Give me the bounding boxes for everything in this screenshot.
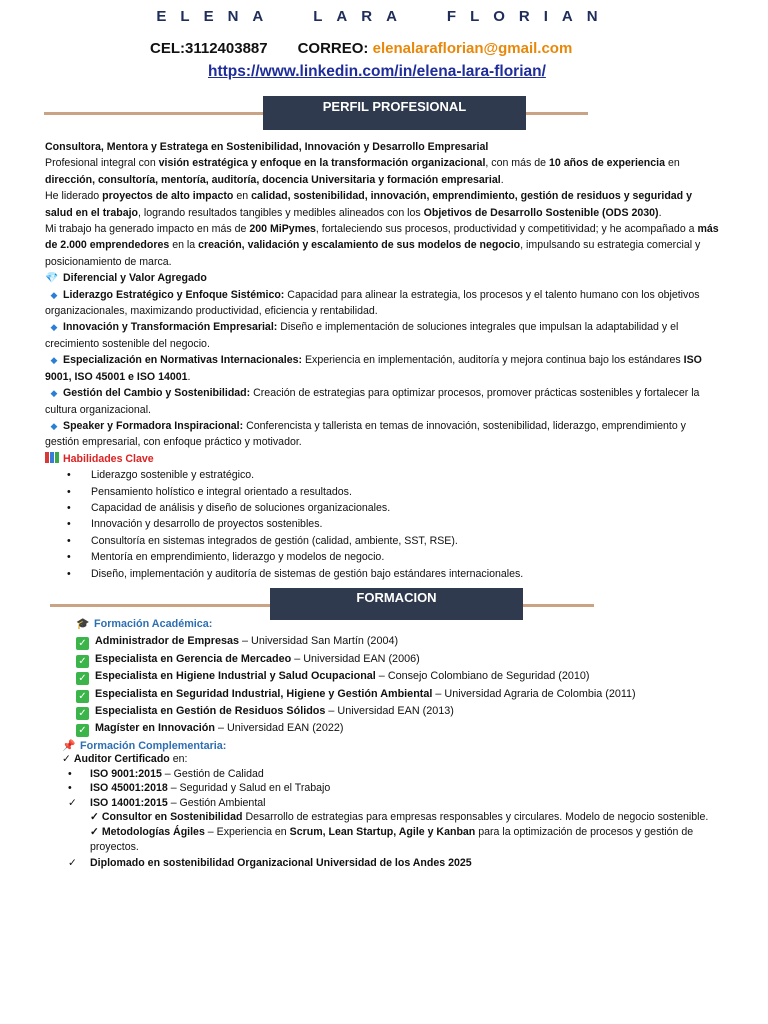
formacion-section-title: FORMACION [270, 588, 523, 620]
diferencial-text: Experiencia en implementación, auditoría y mejora continua bajo los estándares [302, 354, 684, 367]
email-label: CORREO: [297, 40, 369, 57]
diamond-bullet-icon: ◆ [50, 388, 58, 399]
diferencial-text: Diseño e implementación de soluciones integrales que impulsan la adaptabilidad y el crecimiento sostenible del negocio. [45, 321, 679, 350]
diferencial-text: Creación de estrategias para optimizar procesos, promover prácticas sostenibles y fortalecer la cultura organizacional. [45, 387, 700, 416]
text-segment: He liderado [45, 190, 103, 203]
name-last: FLORIAN [446, 8, 612, 25]
linkedin-link[interactable]: https://www.linkedin.com/in/elena-lara-florian/ [208, 63, 546, 80]
degree-title: Especialista en Gestión de Residuos Sólidos [95, 705, 326, 718]
degree-title: Magíster en Innovación [95, 722, 215, 735]
text-segment: visión estratégica y enfoque en la transformación organizacional [158, 157, 486, 170]
perfil-paragraph-3 [45, 221, 720, 270]
iso-desc: – Gestión de Calidad [161, 767, 264, 780]
perfil-section-title: PERFIL PROFESIONAL [263, 96, 526, 130]
diferencial-heading: 💎 Diferencial y Valor Agregado [45, 270, 720, 286]
habilidad-item: • Diseño, implementación y auditoría de sistemas de gestión bajo estándares internacionales. [45, 566, 720, 582]
degree-institution: – Universidad EAN (2013) [325, 705, 454, 718]
academica-item [62, 686, 712, 703]
checkbox-icon: ✓ [76, 707, 89, 720]
iso-code: ISO 45001:2018 [90, 782, 168, 795]
check-mark-icon: ✓ [68, 796, 77, 809]
iso-item [62, 796, 722, 811]
name-first: ELENA [156, 8, 278, 25]
checkbox-icon: ✓ [76, 637, 89, 650]
perfil-block [45, 139, 720, 582]
checkbox-icon: ✓ [76, 690, 89, 703]
text-segment: dirección, consultoría, mentoría, auditoría, docencia Universitaria y formación empresarial [45, 173, 501, 186]
academica-item [62, 651, 712, 668]
diamond-bullet-icon: ◆ [50, 289, 58, 300]
iso-item [62, 767, 722, 782]
academica-item [62, 703, 712, 720]
diamond-bullet-icon: ◆ [50, 322, 58, 333]
diferencial-item [45, 385, 720, 418]
perfil-paragraph-1 [45, 155, 720, 188]
iso-item [62, 781, 722, 796]
habilidades-heading: Habilidades Clave [45, 451, 720, 467]
iso-desc: – Seguridad y Salud en el Trabajo [167, 782, 331, 795]
text-segment: más de 2.000 emprendedores [45, 223, 719, 252]
diferencial-item [45, 418, 720, 451]
diferencial-text: Capacidad para alinear la estrategia, los procesos y el talento humano con los objetivos organizacionales, maximizando productividad, eficiencia y rentabilidad. [45, 288, 700, 318]
metodologias-line: ✓ Metodologías Ágiles – Experiencia en Scrum, Lean Startup, Agile y Kanban para la optimización de procesos y gestión de proyectos. [90, 825, 694, 853]
text-segment: , con más de [485, 157, 549, 170]
diferencial-title: Especialización en Normativas Internacionales: [63, 354, 303, 367]
text-segment: en [233, 190, 252, 203]
email-link[interactable]: elenalaraflorian@gmail.com [372, 40, 573, 57]
text-segment: , impulsando su estrategia comercial y posicionamiento de marca. [45, 239, 701, 268]
diferencial-text: Conferencista y tallerista en temas de innovación, sostenibilidad, liderazgo, emprendimiento y gestión empresarial, con enfoque práctico y motivador. [45, 419, 686, 449]
text-segment: . [658, 206, 662, 219]
bullet-icon: • [68, 782, 72, 795]
contact-line [150, 40, 572, 57]
degree-title: Especialista en Higiene Industrial y Salud Ocupacional [95, 670, 376, 683]
iso-code: ISO 14001:2015 [90, 796, 168, 809]
diamond-bullet-icon: ◆ [50, 355, 58, 366]
bar-chart-icon [45, 452, 59, 463]
complementaria-heading: 📌 Formación Complementaria: [62, 738, 712, 755]
graduation-cap-icon: 🎓 [76, 618, 90, 630]
bullet-icon: • [68, 767, 72, 780]
text-segment: Mi trabajo ha generado impacto en más de [45, 223, 250, 236]
degree-institution: – Universidad EAN (2022) [215, 722, 344, 735]
text-segment: Profesional integral con [45, 157, 159, 170]
formacion-academica [62, 616, 712, 755]
habilidad-item: • Innovación y desarrollo de proyectos sostenibles. [45, 516, 720, 532]
auditor-line: ✓ Auditor Certificado en: [62, 753, 188, 765]
diferencial-item [45, 287, 720, 320]
checkbox-icon: ✓ [76, 672, 89, 685]
text-segment: creación, validación y escalamiento de sus modelos de negocio [198, 239, 521, 252]
degree-institution: – Universidad Agraria de Colombia (2011) [432, 687, 636, 700]
diferencial-title: Innovación y Transformación Empresarial: [63, 321, 278, 334]
degree-title: Especialista en Gerencia de Mercadeo [95, 652, 292, 665]
diferencial-title: Speaker y Formadora Inspiracional: [63, 419, 244, 432]
checkbox-icon: ✓ [76, 724, 89, 737]
text-segment: proyectos de alto impacto [102, 190, 234, 203]
checkbox-icon: ✓ [76, 655, 89, 668]
habilidad-item: • Pensamiento holístico e integral orientado a resultados. [45, 484, 720, 500]
text-segment: . [500, 173, 504, 186]
iso-desc: – Gestión Ambiental [167, 796, 266, 809]
text-segment: Objetivos de Desarrollo Sostenible (ODS 2030) [423, 206, 659, 219]
name-middle: LARA [313, 8, 411, 25]
degree-institution: – Consejo Colombiano de Seguridad (2010) [375, 670, 590, 683]
academica-item [62, 633, 712, 650]
academica-item [62, 668, 712, 685]
diferencial-item: ◆ Especialización en Normativas Internacionales: Experiencia en implementación, auditoría y mejora continua bajo los estándares ISO 9001, ISO 45001 e ISO 14001. [45, 354, 702, 383]
gem-icon: 💎 [45, 272, 59, 285]
text-segment: , fortaleciendo sus procesos, productividad y competitividad; y he acompañado a [315, 223, 698, 236]
diferencial-item [45, 319, 720, 352]
pushpin-icon: 📌 [62, 739, 76, 752]
text-segment: 200 MiPymes [249, 223, 316, 236]
habilidad-item: • Mentoría en emprendimiento, liderazgo y modelos de negocio. [45, 549, 720, 565]
iso-code: ISO 9001:2015 [90, 767, 162, 780]
formacion-complementaria [62, 752, 722, 871]
degree-institution: – Universidad EAN (2006) [291, 652, 420, 665]
check-mark-icon: ✓ [62, 753, 74, 765]
diferencial-title: Liderazgo Estratégico y Enfoque Sistémico: [63, 288, 285, 301]
degree-title: Especialista en Seguridad Industrial, Higiene y Gestión Ambiental [95, 687, 433, 700]
iso-list [62, 767, 722, 811]
text-segment: en [665, 157, 680, 170]
text-segment: 10 años de experiencia [548, 157, 665, 170]
diferencial-standards: ISO 9001, ISO 45001 e ISO 14001 [45, 354, 702, 383]
habilidades-list [45, 467, 720, 582]
degree-institution: – Universidad San Martín (2004) [239, 635, 399, 648]
academica-list [62, 633, 712, 737]
check-mark-icon: ✓ [68, 857, 77, 870]
diamond-bullet-icon: ◆ [50, 420, 58, 431]
habilidad-item: • Consultoría en sistemas integrados de gestión (calidad, ambiente, SST, RSE). [45, 533, 720, 549]
habilidad-item: • Liderazgo sostenible y estratégico. [45, 467, 720, 483]
phone: CEL:3112403887 [150, 40, 268, 57]
degree-title: Administrador de Empresas [95, 635, 240, 648]
academica-heading: 🎓 Formación Académica: [62, 616, 712, 633]
text-segment: , logrando resultados tangibles y medibles alineados con los [138, 206, 424, 219]
perfil-headline: Consultora, Mentora y Estratega en Sostenibilidad, Innovación y Desarrollo Empresarial [45, 141, 489, 153]
academica-item [62, 720, 712, 737]
consultor-line: ✓ Consultor en Sostenibilidad Desarrollo de estrategias para empresas responsables y circulares. Modelo de negocio sostenible. [90, 811, 709, 824]
diplomado-line: ✓ Diplomado en sostenibilidad Organizacional Universidad de los Andes 2025 [62, 856, 722, 871]
perfil-paragraph-2 [45, 188, 720, 221]
habilidad-item: • Capacidad de análisis y diseño de soluciones organizacionales. [45, 500, 720, 516]
diferencial-title: Gestión del Cambio y Sostenibilidad: [63, 387, 251, 400]
text-segment: calidad, sostenibilidad, innovación, emprendimiento, gestión de residuos y seguridad y salud en el trabajo [45, 190, 692, 219]
text-segment: en la [169, 239, 199, 252]
diferencial-list [45, 287, 720, 451]
candidate-name [0, 8, 768, 25]
